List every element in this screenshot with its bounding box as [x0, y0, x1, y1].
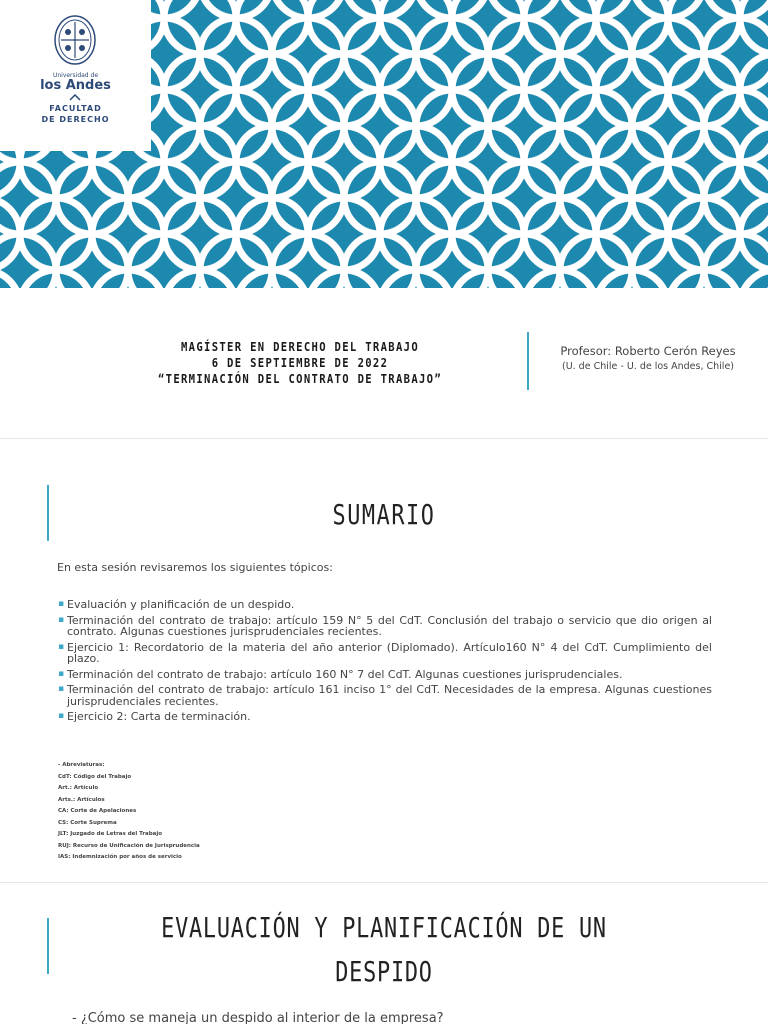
topic-text: Ejercicio 1: Recordatorio de la materia del año anterior (Diplomado). Artículo160 N° 4 del CdT. Cumplimiento del plazo. [67, 640, 712, 665]
heading-line-2: DESPIDO [335, 955, 433, 988]
topic-text: Terminación del contrato de trabajo: artículo 159 N° 5 del CdT. Conclusión del trabajo o servicio que dio origen al contrato. Algunas cuestiones jurisprudenciales recientes. [67, 613, 712, 638]
presentation-title [124, 339, 476, 387]
logo-faculty [0, 103, 151, 125]
accent-divider [47, 918, 49, 974]
abbreviation-item: CA: Corte de Apelaciones [58, 808, 137, 814]
title-line-1: MAGÍSTER EN DERECHO DEL TRABAJO [180, 340, 420, 354]
topic-text: Terminación del contrato de trabajo: artículo 161 inciso 1° del CdT. Necesidades de la empresa. Algunas cuestiones jurisprudenciales recientes. [67, 683, 712, 708]
abbreviation-item: CdT: Código del Trabajo [58, 773, 132, 780]
list-item [58, 684, 712, 707]
bullet-icon: ▪ [58, 599, 65, 609]
bullet-icon: ▪ [58, 641, 65, 652]
topic-text: Terminación del contrato de trabajo: artículo 160 N° 7 del CdT. Algunas cuestiones jurisprudenciales. [67, 667, 623, 681]
list-item [58, 669, 712, 681]
slide-separator [0, 438, 768, 439]
bullet-icon: ▪ [58, 614, 65, 625]
question-text: - ¿Cómo se maneja un despido al interior de la empresa? [72, 1011, 444, 1024]
slide-evaluacion [0, 892, 768, 1024]
topic-list [58, 599, 712, 727]
intro-text: En esta sesión revisaremos los siguientes tópicos: [57, 561, 333, 574]
bullet-icon: ▪ [58, 684, 65, 694]
list-item [58, 615, 712, 638]
list-item [58, 599, 712, 611]
slide-heading [150, 906, 618, 994]
logo-university-name: los Andes [40, 78, 111, 93]
professor-name: Profesor: Roberto Cerón Reyes [560, 344, 736, 358]
abbreviation-item: Art.: Artículo [58, 785, 99, 791]
topic-text: Evaluación y planificación de un despido. [67, 598, 295, 611]
list-item [58, 711, 712, 723]
abbreviation-item: Arts.: Artículos [58, 796, 105, 803]
logo-faculty-line1: FACULTAD [49, 104, 102, 113]
slide-separator [0, 882, 768, 883]
slide-sumario [0, 458, 768, 878]
professor-block [533, 344, 763, 372]
slide-heading: SUMARIO [332, 498, 436, 531]
accent-divider [47, 485, 49, 541]
chevron-up-icon [69, 94, 81, 101]
abbreviation-item: JLT: Juzgado de Letras del Trabajo [58, 831, 163, 837]
crest-icon [0, 0, 151, 72]
abbreviation-heading: - Abreviaturas: [58, 762, 105, 768]
title-line-2: 6 DE SEPTIEMBRE DE 2022 [211, 356, 389, 370]
university-logo [0, 0, 151, 151]
bullet-icon: ▪ [58, 668, 65, 679]
slide-title [0, 0, 768, 418]
abbreviation-item: CS: Corte Suprema [58, 819, 117, 826]
bullet-icon: ▪ [58, 711, 65, 721]
heading-line-1: EVALUACIÓN Y PLANIFICACIÓN DE UN [161, 911, 607, 944]
professor-affiliation: (U. de Chile - U. de los Andes, Chile) [561, 361, 735, 372]
title-line-3: “TERMINACIÓN DEL CONTRATO DE TRABAJO” [157, 372, 443, 386]
logo-faculty-line2: DE DERECHO [41, 115, 110, 124]
abbreviations-list [58, 760, 200, 864]
abbreviation-item: RUJ: Recurso de Unificación de Jurisprudencia [58, 842, 200, 849]
topic-text: Ejercicio 2: Carta de terminación. [67, 710, 251, 723]
list-item [58, 642, 712, 665]
abbreviation-item: IAS: Indemnización por años de servicio [58, 854, 182, 860]
accent-divider [527, 332, 529, 390]
logo-university-prefix: Universidad de [52, 72, 99, 79]
